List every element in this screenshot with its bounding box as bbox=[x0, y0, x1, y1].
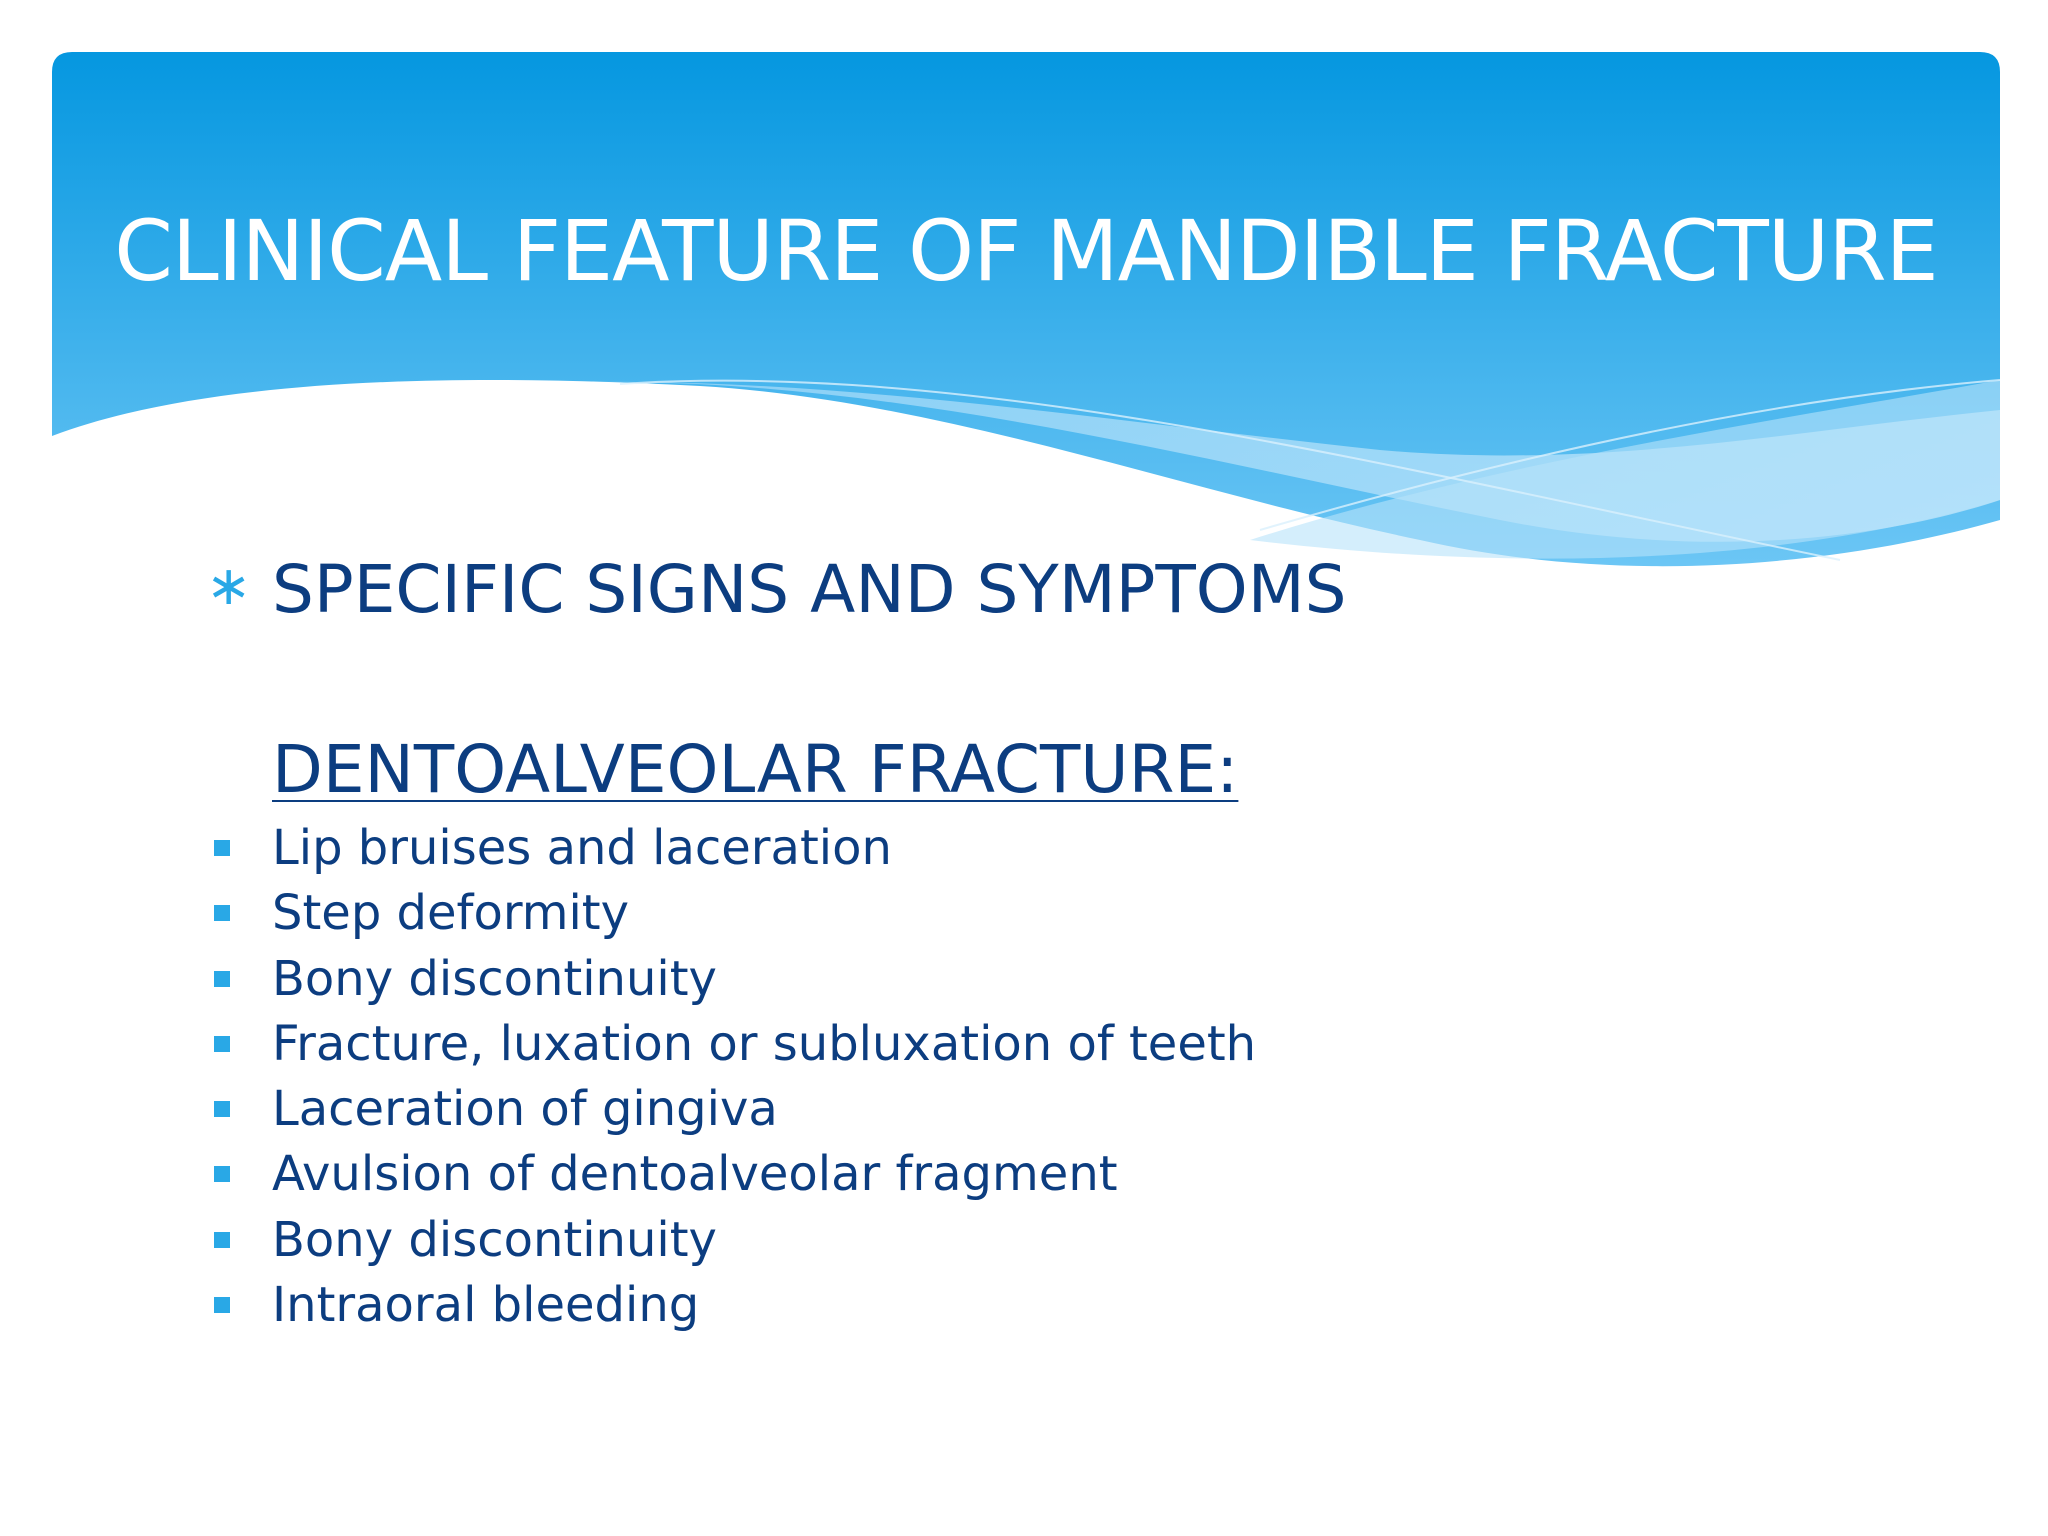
square-bullet-icon bbox=[214, 1101, 230, 1117]
list-item-text: Step deformity bbox=[272, 885, 630, 942]
list-item-text: Avulsion of dentoalveolar fragment bbox=[272, 1146, 1118, 1203]
square-bullet-icon bbox=[214, 840, 230, 856]
square-bullet-icon bbox=[214, 1297, 230, 1313]
list-item-text: Fracture, luxation or subluxation of teeth bbox=[272, 1015, 1257, 1072]
asterisk-icon: ∗ bbox=[206, 554, 252, 617]
list-item-text: Bony discontinuity bbox=[272, 950, 717, 1007]
section-heading: SPECIFIC SIGNS AND SYMPTOMS bbox=[272, 551, 1347, 628]
section-subheading: DENTOALVEOLAR FRACTURE: bbox=[272, 731, 1239, 808]
list-item-text: Laceration of gingiva bbox=[272, 1081, 778, 1138]
list-item-text: Bony discontinuity bbox=[272, 1211, 717, 1268]
slide-title: CLINICAL FEATURE OF MANDIBLE FRACTURE bbox=[114, 202, 1938, 300]
list-item-text: Lip bruises and laceration bbox=[272, 820, 892, 876]
square-bullet-icon bbox=[214, 905, 230, 921]
list-item-text: Intraoral bleeding bbox=[272, 1277, 700, 1334]
square-bullet-icon bbox=[214, 1036, 230, 1052]
square-bullet-icon bbox=[214, 971, 230, 987]
square-bullet-icon bbox=[214, 1232, 230, 1248]
square-bullet-icon bbox=[214, 1166, 230, 1182]
